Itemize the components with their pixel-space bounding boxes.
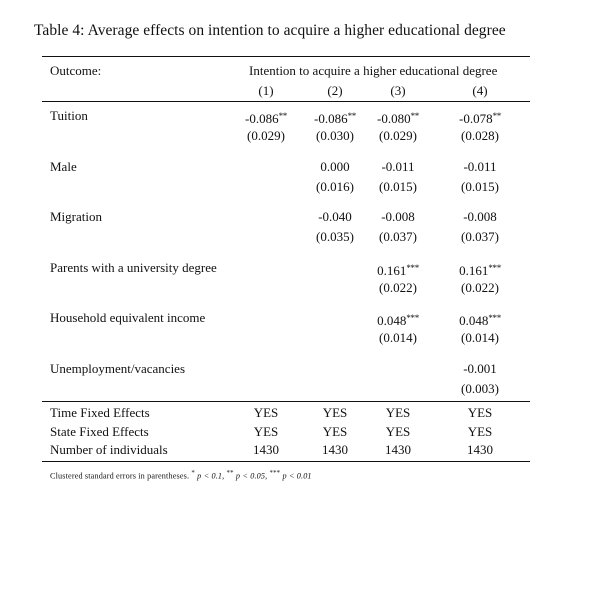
footer-row-label: State Fixed Effects — [50, 424, 149, 439]
standard-error-cell: (0.030) — [316, 128, 354, 143]
header-rule — [42, 101, 530, 102]
footer-value-cell: 1430 — [253, 442, 279, 457]
significance-stars: *** — [488, 313, 501, 323]
footer-value-cell: 1430 — [385, 442, 411, 457]
coefficient-value: 0.161 — [377, 263, 407, 278]
footer-value-cell: YES — [322, 424, 348, 439]
footer-value-cell: YES — [253, 424, 279, 439]
coefficient-cell — [226, 108, 306, 127]
outcome-label: Outcome: — [50, 63, 102, 78]
footer-value-cell: 1430 — [467, 442, 493, 457]
note-sig2-cond: p < 0.05, — [235, 471, 268, 481]
footer-row-label: Number of individuals — [50, 442, 168, 457]
footer-value-cell: YES — [467, 405, 493, 420]
coefficient-value: -0.008 — [463, 209, 497, 224]
coefficient-value: 0.161 — [459, 263, 489, 278]
significance-stars: *** — [488, 263, 501, 273]
row-label: Unemployment/vacancies — [50, 361, 186, 376]
coefficient-cell — [358, 209, 438, 225]
footer-value-cell: YES — [322, 405, 348, 420]
coefficient-cell — [440, 159, 520, 175]
bottom-rule — [42, 461, 530, 462]
significance-stars: ** — [492, 111, 501, 121]
coefficient-value: -0.011 — [463, 159, 497, 174]
standard-error-cell: (0.015) — [379, 179, 417, 194]
significance-stars: ** — [278, 111, 287, 121]
coefficient-value: -0.011 — [381, 159, 415, 174]
coefficient-cell — [440, 361, 520, 377]
footer-value-cell: YES — [467, 424, 493, 439]
note-sig2-stars: ** — [226, 470, 234, 477]
standard-error-cell: (0.029) — [247, 128, 285, 143]
coefficient-value: -0.008 — [381, 209, 415, 224]
coefficient-value: 0.048 — [377, 313, 407, 328]
significance-stars: *** — [406, 313, 419, 323]
standard-error-cell: (0.015) — [461, 179, 499, 194]
table-caption: Table 4: Average effects on intention to acquire a higher educational degree — [34, 22, 506, 39]
coefficient-cell — [358, 310, 438, 329]
standard-error-cell: (0.028) — [461, 128, 499, 143]
coefficient-value: -0.086 — [314, 111, 348, 126]
coefficient-cell — [440, 310, 520, 329]
column-header-3: (3) — [390, 83, 406, 98]
standard-error-cell: (0.016) — [316, 179, 354, 194]
standard-error-cell: (0.014) — [379, 330, 417, 345]
coefficient-value: -0.001 — [463, 361, 497, 376]
footer-value-cell: 1430 — [322, 442, 348, 457]
note-sig1-stars: * — [191, 470, 195, 477]
dependent-variable-header: Intention to acquire a higher educational degree — [249, 63, 498, 78]
standard-error-cell: (0.003) — [461, 381, 499, 396]
footer-rule — [42, 401, 530, 402]
standard-error-cell: (0.035) — [316, 229, 354, 244]
row-label: Tuition — [50, 108, 88, 123]
coefficient-value: -0.078 — [459, 111, 493, 126]
significance-stars: ** — [347, 111, 356, 121]
row-label: Parents with a university degree — [50, 260, 217, 275]
coefficient-value: -0.080 — [377, 111, 411, 126]
standard-error-cell: (0.022) — [379, 280, 417, 295]
coefficient-value: 0.000 — [320, 159, 350, 174]
column-header-2: (2) — [327, 83, 343, 98]
coefficient-cell — [440, 108, 520, 127]
standard-error-cell: (0.029) — [379, 128, 417, 143]
coefficient-cell — [358, 159, 438, 175]
coefficient-cell — [358, 260, 438, 279]
row-label: Household equivalent income — [50, 310, 206, 325]
column-header-4: (4) — [472, 83, 488, 98]
note-text: Clustered standard errors in parentheses. — [50, 471, 190, 481]
note-sig3-stars: *** — [269, 470, 281, 477]
note-sig1-cond: p < 0.1, — [197, 471, 225, 481]
footer-value-cell: YES — [385, 424, 411, 439]
column-header-1: (1) — [258, 83, 274, 98]
standard-error-cell: (0.014) — [461, 330, 499, 345]
footer-value-cell: YES — [385, 405, 411, 420]
row-label: Male — [50, 159, 77, 174]
table-note — [50, 470, 312, 481]
significance-stars: *** — [406, 263, 419, 273]
coefficient-value: 0.048 — [459, 313, 489, 328]
coefficient-value: -0.086 — [245, 111, 279, 126]
significance-stars: ** — [410, 111, 419, 121]
standard-error-cell: (0.037) — [461, 229, 499, 244]
footer-row-label: Time Fixed Effects — [50, 405, 150, 420]
coefficient-cell — [440, 209, 520, 225]
row-label: Migration — [50, 209, 102, 224]
footer-value-cell: YES — [253, 405, 279, 420]
coefficient-cell — [358, 108, 438, 127]
top-rule — [42, 56, 530, 57]
standard-error-cell: (0.022) — [461, 280, 499, 295]
note-sig3-cond: p < 0.01 — [282, 471, 312, 481]
coefficient-value: -0.040 — [318, 209, 352, 224]
standard-error-cell: (0.037) — [379, 229, 417, 244]
coefficient-cell — [440, 260, 520, 279]
